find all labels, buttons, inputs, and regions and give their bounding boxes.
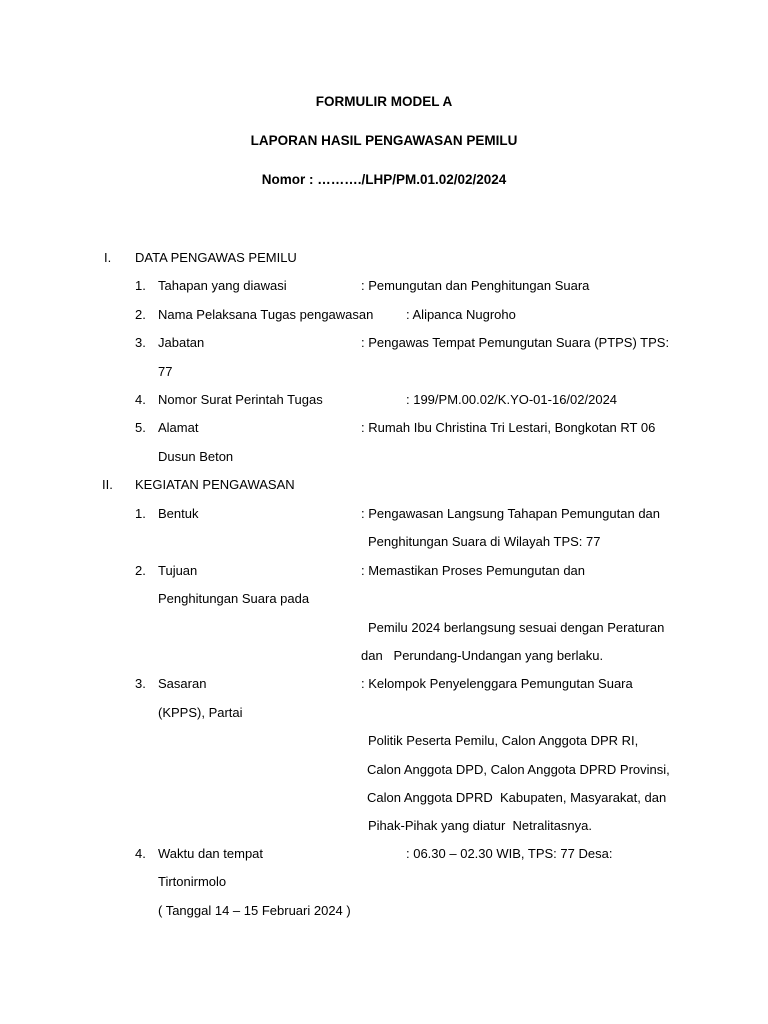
item-value-continuation: Dusun Beton xyxy=(158,449,234,464)
item-number: 5. xyxy=(135,420,146,435)
section-2-heading: KEGIATAN PENGAWASAN xyxy=(135,477,295,492)
item-number: 3. xyxy=(135,676,146,691)
item-value-line: Politik Peserta Pemilu, Calon Anggota DPR RI, xyxy=(368,733,639,748)
item-value-line: Pihak-Pihak yang diatur Netralitasnya. xyxy=(368,818,593,833)
section-2-numeral: II. xyxy=(102,477,113,492)
item-label: Nomor Surat Perintah Tugas xyxy=(158,392,323,407)
item-value: : Pengawasan Langsung Tahapan Pemungutan dan xyxy=(361,506,661,521)
section-1-heading: DATA PENGAWAS PEMILU xyxy=(135,250,297,265)
report-number: Nomor : ………./LHP/PM.01.02/02/2024 xyxy=(261,172,507,187)
item-label: Alamat xyxy=(158,420,199,435)
item-date-range: ( Tanggal 14 – 15 Februari 2024 ) xyxy=(158,903,351,918)
item-value: : 06.30 – 02.30 WIB, TPS: 77 Desa: xyxy=(406,846,613,861)
item-number: 2. xyxy=(135,563,146,578)
item-label: Jabatan xyxy=(158,335,205,350)
item-value: : Kelompok Penyelenggara Pemungutan Suara xyxy=(361,676,633,691)
item-label: Tahapan yang diawasi xyxy=(158,278,287,293)
form-title: FORMULIR MODEL A xyxy=(315,94,453,109)
item-value-line: dan Perundang-Undangan yang berlaku. xyxy=(361,648,604,663)
item-label: Sasaran xyxy=(158,676,207,691)
item-number: 3. xyxy=(135,335,146,350)
item-label: Nama Pelaksana Tugas pengawasan xyxy=(158,307,374,322)
item-value-line: Calon Anggota DPD, Calon Anggota DPRD Provinsi, xyxy=(367,762,670,777)
item-label: Waktu dan tempat xyxy=(158,846,264,861)
item-value: : Memastikan Proses Pemungutan dan xyxy=(361,563,586,578)
item-number: 2. xyxy=(135,307,146,322)
item-value: : Alipanca Nugroho xyxy=(406,307,516,322)
item-value-line: Penghitungan Suara di Wilayah TPS: 77 xyxy=(368,534,601,549)
item-value-line: Pemilu 2024 berlangsung sesuai dengan Peraturan xyxy=(368,620,665,635)
item-value-continuation: (KPPS), Partai xyxy=(158,705,243,720)
item-number: 1. xyxy=(135,506,146,521)
item-label: Bentuk xyxy=(158,506,199,521)
item-value: : Pengawas Tempat Pemungutan Suara (PTPS) TPS: xyxy=(361,335,670,350)
item-value-line: Calon Anggota DPRD Kabupaten, Masyarakat, dan xyxy=(367,790,667,805)
item-value: : 199/PM.00.02/K.YO-01-16/02/2024 xyxy=(406,392,618,407)
item-number: 4. xyxy=(135,846,146,861)
item-value-continuation: Tirtonirmolo xyxy=(158,874,227,889)
item-value: : Pemungutan dan Penghitungan Suara xyxy=(361,278,590,293)
item-label: Tujuan xyxy=(158,563,198,578)
item-value-continuation: Penghitungan Suara pada xyxy=(158,591,310,606)
section-1-numeral: I. xyxy=(104,250,112,265)
item-value: : Rumah Ibu Christina Tri Lestari, Bongkotan RT 06 xyxy=(361,420,656,435)
item-value-continuation: 77 xyxy=(158,364,173,379)
item-number: 1. xyxy=(135,278,146,293)
report-title: LAPORAN HASIL PENGAWASAN PEMILU xyxy=(250,133,518,148)
item-number: 4. xyxy=(135,392,146,407)
